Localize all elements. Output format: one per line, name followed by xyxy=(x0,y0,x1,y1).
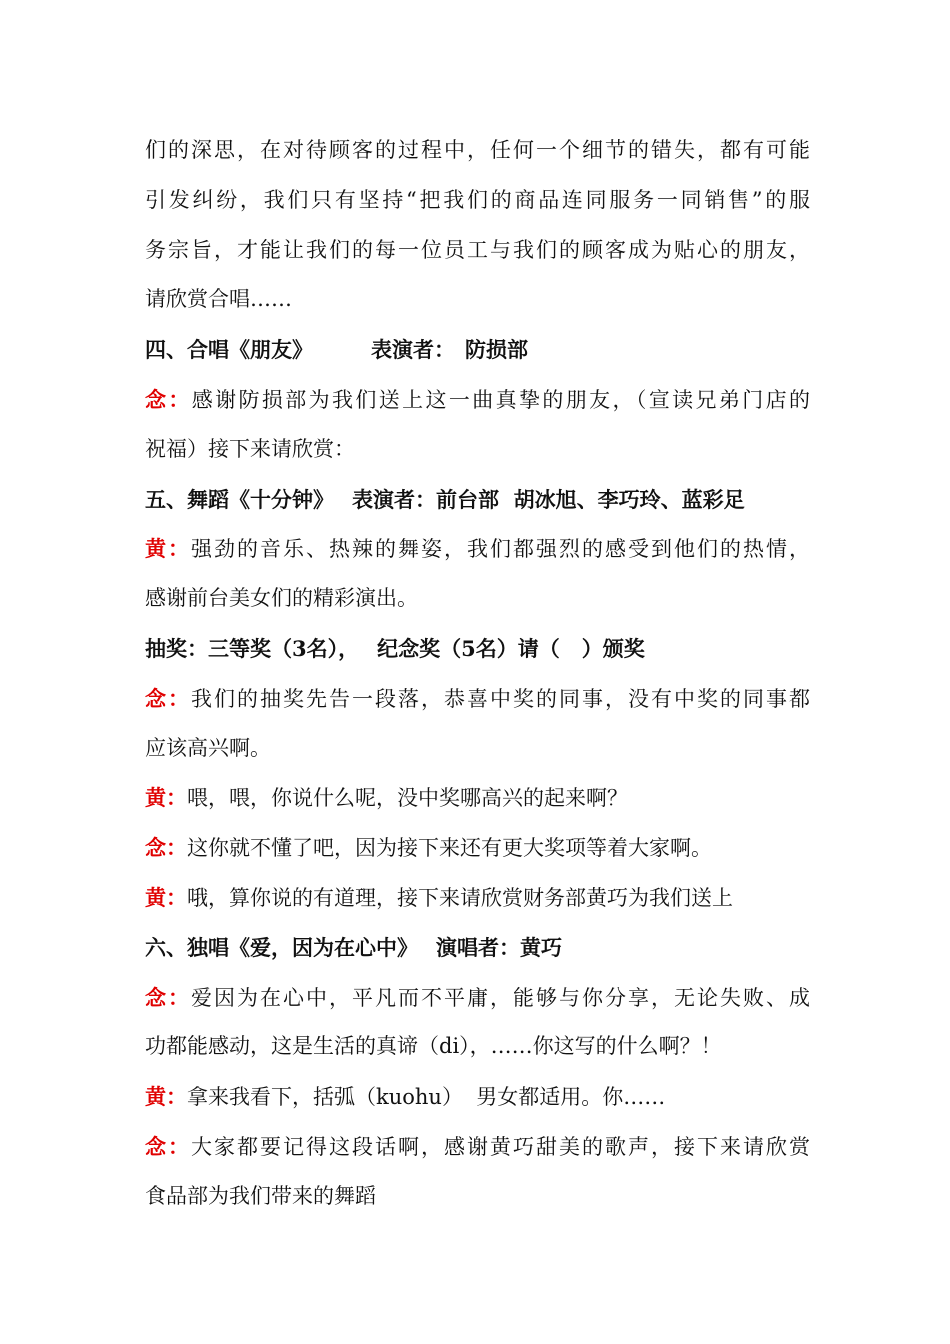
dialogue-text: 我们的抽奖先告一段落，恭喜中奖的同事，没有中奖的同事都 xyxy=(191,686,810,711)
speaker-label: 黄： xyxy=(145,785,187,811)
dialogue-line xyxy=(145,524,810,574)
paragraph-line: 请欣赏合唱…… xyxy=(145,287,292,312)
dialogue-line xyxy=(145,773,810,823)
paragraph-line: 务宗旨，才能让我们的每一位员工与我们的顾客成为贴心的朋友， xyxy=(145,237,810,262)
dialogue-text: 这你就不懂了吧，因为接下来还有更大奖项等着大家啊。 xyxy=(187,836,712,861)
dialogue-line xyxy=(145,674,810,724)
dialogue-line xyxy=(145,1072,810,1122)
program-heading xyxy=(145,475,810,525)
program-heading xyxy=(145,325,810,375)
paragraph-line: 感谢前台美女们的精彩演出。 xyxy=(145,586,418,611)
dialogue-text: 拿来我看下，括弧（kuohu） 男女都适用。你…… xyxy=(187,1085,666,1110)
dialogue-text: 感谢防损部为我们送上这一曲真挚的朋友，（宣读兄弟门店的 xyxy=(191,387,810,412)
program-title: 五、舞蹈《十分钟》 xyxy=(145,486,334,512)
paragraph-line: 祝福）接下来请欣赏： xyxy=(145,436,355,461)
speaker-label: 黄： xyxy=(145,1084,187,1110)
dialogue-text: 喂，喂，你说什么呢，没中奖哪高兴的起来啊？ xyxy=(187,786,628,811)
performer-name: 前台部 胡冰旭、李巧玲、蓝彩足 xyxy=(436,486,745,512)
dialogue-line xyxy=(145,823,810,873)
script-text-block xyxy=(145,126,810,1222)
performer-label: 表演者： xyxy=(371,337,455,363)
speaker-label: 念： xyxy=(145,984,191,1010)
performer-label: 演唱者： xyxy=(436,934,520,960)
paragraph-line: 引发纠纷，我们只有坚持“把我们的商品连同服务一同销售”的服 xyxy=(145,187,810,212)
dialogue-text: 大家都要记得这段话啊，感谢黄巧甜美的歌声，接下来请欣赏 xyxy=(191,1134,810,1159)
speaker-label: 黄： xyxy=(145,536,191,562)
paragraph-line: 应该高兴啊。 xyxy=(145,735,271,760)
paragraph-line: 们的深思，在对待顾客的过程中，任何一个细节的错失，都有可能 xyxy=(145,138,810,162)
program-title: 四、合唱《朋友》 xyxy=(145,337,313,363)
performer-label: 表演者： xyxy=(352,486,436,512)
lottery-prize-third: 抽奖：三等奖（3名）， xyxy=(145,635,360,661)
performer-name: 防损部 xyxy=(465,337,528,363)
paragraph-line: 功都能感动，这是生活的真谛（di），……你这写的什么啊？！ xyxy=(145,1034,722,1059)
lottery-award: ）颁奖 xyxy=(581,635,645,661)
dialogue-line xyxy=(145,973,810,1023)
performer-name: 黄巧 xyxy=(520,934,562,960)
dialogue-line xyxy=(145,873,810,923)
program-heading xyxy=(145,923,810,973)
speaker-label: 黄： xyxy=(145,884,187,910)
speaker-label: 念： xyxy=(145,386,192,412)
speaker-label: 念： xyxy=(145,1133,191,1159)
dialogue-line xyxy=(145,1122,810,1172)
program-title: 六、独唱《爱，因为在心中》 xyxy=(145,934,418,960)
lottery-heading xyxy=(145,624,810,674)
dialogue-text: 哦，算你说的有道理，接下来请欣赏财务部黄巧为我们送上 xyxy=(187,885,733,910)
speaker-label: 念： xyxy=(145,835,187,861)
paragraph-line: 食品部为我们带来的舞蹈 xyxy=(145,1183,376,1208)
dialogue-line xyxy=(145,375,810,425)
lottery-prize-souvenir: 纪念奖（5名）请（ xyxy=(377,635,560,661)
speaker-label: 念： xyxy=(145,685,191,711)
dialogue-text: 强劲的音乐、热辣的舞姿，我们都强烈的感受到他们的热情， xyxy=(191,537,810,562)
dialogue-text: 爱因为在心中，平凡而不平庸，能够与你分享，无论失败、成 xyxy=(191,985,810,1010)
